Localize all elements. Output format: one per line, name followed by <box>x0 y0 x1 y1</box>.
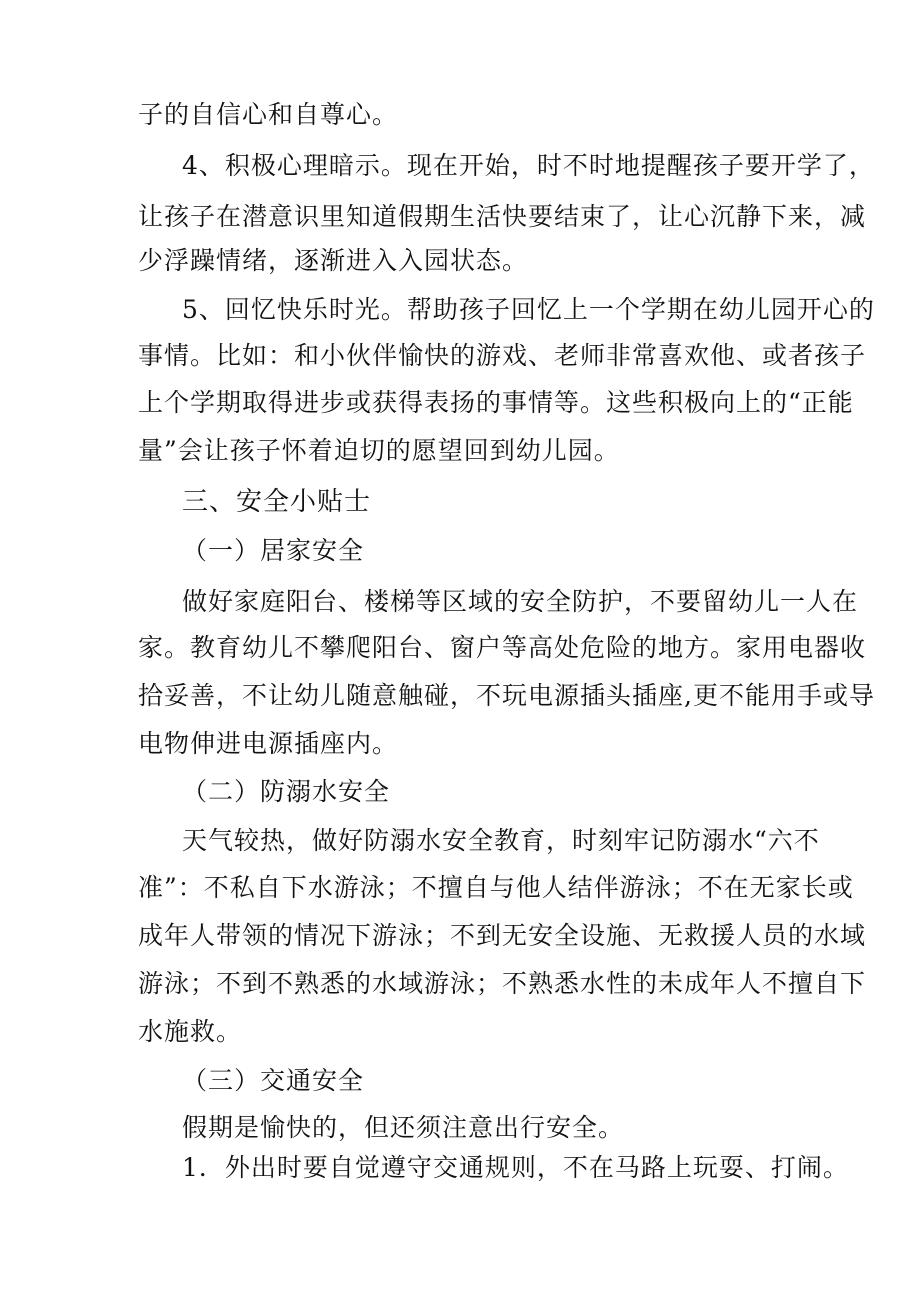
text-line: 电物伸进电源插座内。 <box>138 729 399 758</box>
text-line: 少浮躁情绪，逐渐进入入园状态。 <box>138 246 529 275</box>
section-heading: 三、安全小贴士 <box>182 487 372 517</box>
subsection-heading: （二）防溺水安全 <box>182 777 391 806</box>
text-line: 让孩子在潜意识里知道假期生活快要结束了，让心沉静下来，减 <box>138 202 867 231</box>
text-line: 游泳；不到不熟悉的水域游泳；不熟悉水性的未成年人不擅自下 <box>138 969 867 998</box>
text-line: 4、积极心理暗示。现在开始，时不时地提醒孩子要开学了， <box>182 151 875 180</box>
text-line: 事情。比如：和小伙伴愉快的游戏、老师非常喜欢他、或者孩子 <box>138 341 867 370</box>
text-line: 假期是愉快的，但还须注意出行安全。 <box>182 1113 625 1142</box>
text-line: 水施救。 <box>138 1017 243 1046</box>
text-line: 上个学期取得进步或获得表扬的事情等。这些积极向上的“正能 <box>138 388 854 417</box>
text-line: 1．外出时要自觉遵守交通规则，不在马路上玩耍、打闹。 <box>182 1153 849 1182</box>
text-line: 拾妥善，不让幼儿随意触碰，不玩电源插头插座,更不能用手或导 <box>138 681 875 710</box>
text-line: 做好家庭阳台、楼梯等区域的安全防护，不要留幼儿一人在 <box>182 587 859 616</box>
text-line: 子的自信心和自尊心。 <box>138 100 399 129</box>
subsection-heading: （三）交通安全 <box>182 1066 365 1095</box>
text-line: 量”会让孩子怀着迫切的愿望回到幼儿园。 <box>138 436 620 465</box>
subsection-heading: （一）居家安全 <box>182 536 365 565</box>
text-line: 准”：不私自下水游泳；不擅自与他人结伴游泳；不在无家长或 <box>138 873 854 902</box>
text-line: 天气较热，做好防溺水安全教育，时刻牢记防溺水“六不 <box>182 826 820 855</box>
text-line: 成年人带领的情况下游泳；不到无安全设施、无救援人员的水域 <box>138 921 867 950</box>
text-line: 5、回忆快乐时光。帮助孩子回忆上一个学期在幼儿园开心的 <box>182 295 875 324</box>
text-line: 家。教育幼儿不攀爬阳台、窗户等高处危险的地方。家用电器收 <box>138 633 867 662</box>
